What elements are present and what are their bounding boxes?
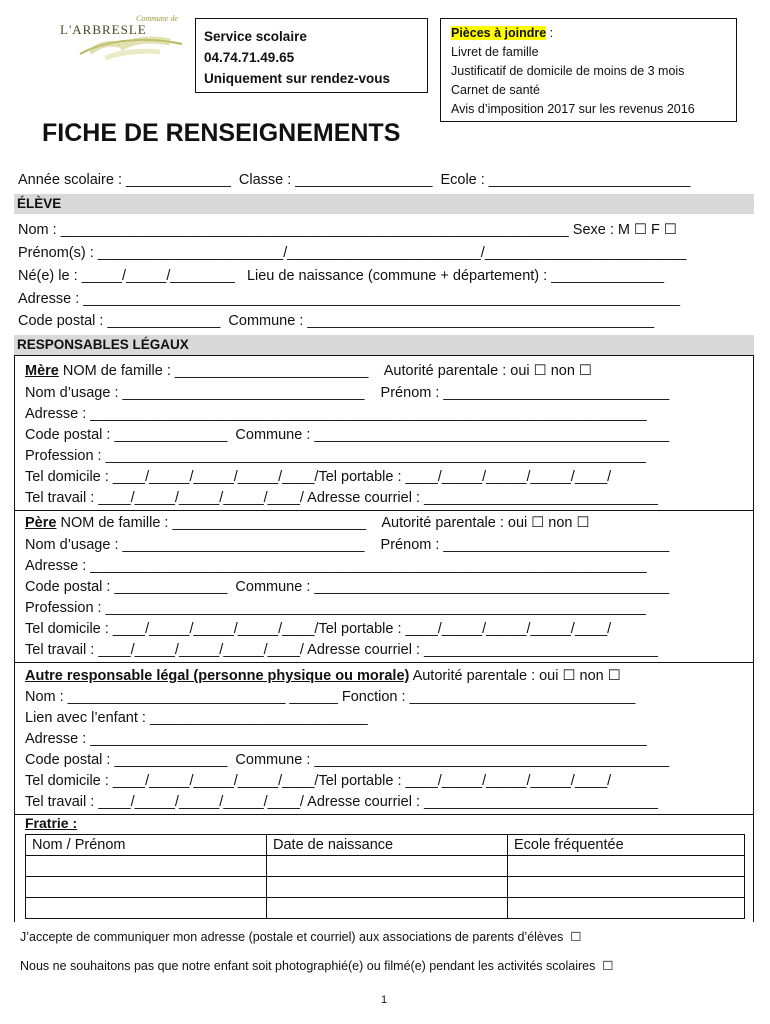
pieces-box — [440, 18, 737, 122]
mere-label: Mère — [25, 363, 59, 379]
pere-adresse-line[interactable]: Adresse : _____________________________________________________________________ — [25, 558, 647, 574]
column-header-date: Date de naissance — [267, 835, 508, 856]
school-year-line[interactable]: Année scolaire : _____________ Classe : _________________ Ecole : _________________________ — [18, 172, 691, 188]
service-phone: 04.74.71.49.65 — [204, 50, 295, 65]
table-cell[interactable] — [508, 877, 745, 898]
page-number: 1 — [381, 994, 388, 1006]
pieces-heading-row — [451, 24, 726, 43]
pieces-heading: Pièces à joindre — [451, 26, 547, 40]
table-cell[interactable] — [26, 877, 267, 898]
eleve-prenoms-line[interactable]: Prénom(s) : _______________________/________________________/_________________________ — [18, 245, 687, 261]
mere-usage-line[interactable]: Nom d’usage : ______________________________ Prénom : ____________________________ — [25, 385, 670, 401]
pere-tel-domicile-line[interactable]: Tel domicile : ____/_____/_____/_____/____/Tel portable : ____/_____/_____/_____/____/ — [25, 621, 612, 637]
fratrie-table — [25, 834, 745, 919]
fratrie-label: Fratrie : — [25, 815, 78, 831]
table-cell[interactable] — [267, 898, 508, 919]
table-cell[interactable] — [26, 856, 267, 877]
mere-tel-domicile-line[interactable]: Tel domicile : ____/_____/_____/_____/____/Tel portable : ____/_____/_____/_____/____/ — [25, 469, 612, 485]
responsables-heading: RESPONSABLES LÉGAUX — [14, 335, 754, 355]
mere-adresse-line[interactable]: Adresse : _____________________________________________________________________ — [25, 406, 647, 422]
pere-label: Père — [25, 515, 57, 531]
autre-separator — [14, 814, 754, 815]
leaf-icon — [60, 14, 190, 62]
page-title: FICHE DE RENSEIGNEMENTS — [42, 119, 401, 147]
pere-profession-line[interactable]: Profession : ___________________________________________________________________ — [25, 600, 646, 616]
eleve-naissance-line[interactable]: Né(e) le : _____/_____/________ Lieu de naissance (commune + département) : ______________ — [18, 268, 665, 284]
consent-address-line[interactable]: J’accepte de communiquer mon adresse (postale et courriel) aux associations de parents d’élèves ☐ — [20, 930, 582, 944]
frame-top-border — [14, 355, 754, 356]
autre-autorite: Autorité parentale : oui ☐ non ☐ — [409, 668, 621, 684]
autre-tel-domicile-line[interactable]: Tel domicile : ____/_____/_____/_____/____/Tel portable : ____/_____/_____/_____/____/ — [25, 773, 612, 789]
consent-photo-line[interactable]: Nous ne souhaitons pas que notre enfant soit photographié(e) ou filmé(e) pendant les activités scolaires ☐ — [20, 959, 614, 973]
mere-tel-travail-line[interactable]: Tel travail : ____/_____/_____/_____/____/ Adresse courriel : _____________________________ — [25, 490, 658, 506]
table-row — [26, 856, 745, 877]
autre-line-1[interactable] — [25, 668, 621, 684]
logo-subtitle: Commune de — [136, 14, 178, 23]
table-cell[interactable] — [508, 856, 745, 877]
mere-separator — [14, 510, 754, 511]
pere-usage-line[interactable]: Nom d’usage : ______________________________ Prénom : ____________________________ — [25, 537, 670, 553]
eleve-nom-line[interactable]: Nom : _______________________________________________________________ Sexe : M ☐ F ☐ — [18, 222, 677, 238]
commune-logo — [60, 14, 190, 62]
service-box — [195, 18, 428, 93]
pieces-item: Avis d’imposition 2017 sur les revenus 2016 — [451, 102, 695, 116]
column-header-nom: Nom / Prénom — [26, 835, 267, 856]
table-cell[interactable] — [267, 856, 508, 877]
mere-line-1[interactable] — [25, 363, 592, 379]
mere-cp-line[interactable]: Code postal : ______________ Commune : ____________________________________________ — [25, 427, 670, 443]
mere-nom-famille: NOM de famille : ________________________ Autorité parentale : oui ☐ non ☐ — [58, 363, 592, 379]
pere-separator — [14, 662, 754, 663]
autre-label: Autre responsable légal (personne physique ou morale) — [25, 668, 410, 684]
pere-nom-famille: NOM de famille : ________________________ Autorité parentale : oui ☐ non ☐ — [56, 515, 590, 531]
autre-cp-line[interactable]: Code postal : ______________ Commune : ____________________________________________ — [25, 752, 670, 768]
autre-nom-line[interactable]: Nom : ___________________________ ______ Fonction : ____________________________ — [25, 689, 636, 705]
pieces-item: Justificatif de domicile de moins de 3 mois — [451, 64, 685, 78]
eleve-cp-line[interactable]: Code postal : ______________ Commune : ___________________________________________ — [18, 313, 655, 329]
table-cell[interactable] — [26, 898, 267, 919]
logo-name: L'ARBRESLE — [60, 22, 147, 37]
pere-tel-travail-line[interactable]: Tel travail : ____/_____/_____/_____/____/ Adresse courriel : _____________________________ — [25, 642, 658, 658]
pieces-colon: : — [546, 26, 554, 40]
column-header-ecole: Ecole fréquentée — [508, 835, 745, 856]
table-row — [26, 877, 745, 898]
table-cell[interactable] — [508, 898, 745, 919]
pieces-item: Livret de famille — [451, 45, 539, 59]
pere-line-1[interactable] — [25, 515, 590, 531]
service-title: Service scolaire — [204, 29, 307, 44]
pieces-item: Carnet de santé — [451, 83, 540, 97]
service-note: Uniquement sur rendez-vous — [204, 71, 391, 86]
mere-profession-line[interactable]: Profession : ___________________________________________________________________ — [25, 448, 646, 464]
eleve-adresse-line[interactable]: Adresse : __________________________________________________________________________ — [18, 291, 681, 307]
table-row — [26, 898, 745, 919]
table-header-row — [26, 835, 745, 856]
autre-adresse-line[interactable]: Adresse : _____________________________________________________________________ — [25, 731, 647, 747]
autre-tel-travail-line[interactable]: Tel travail : ____/_____/_____/_____/____/ Adresse courriel : _____________________________ — [25, 794, 658, 810]
eleve-heading: ÉLÈVE — [14, 194, 754, 214]
table-cell[interactable] — [267, 877, 508, 898]
pere-cp-line[interactable]: Code postal : ______________ Commune : ____________________________________________ — [25, 579, 670, 595]
autre-lien-line[interactable]: Lien avec l’enfant : ___________________________ — [25, 710, 368, 726]
